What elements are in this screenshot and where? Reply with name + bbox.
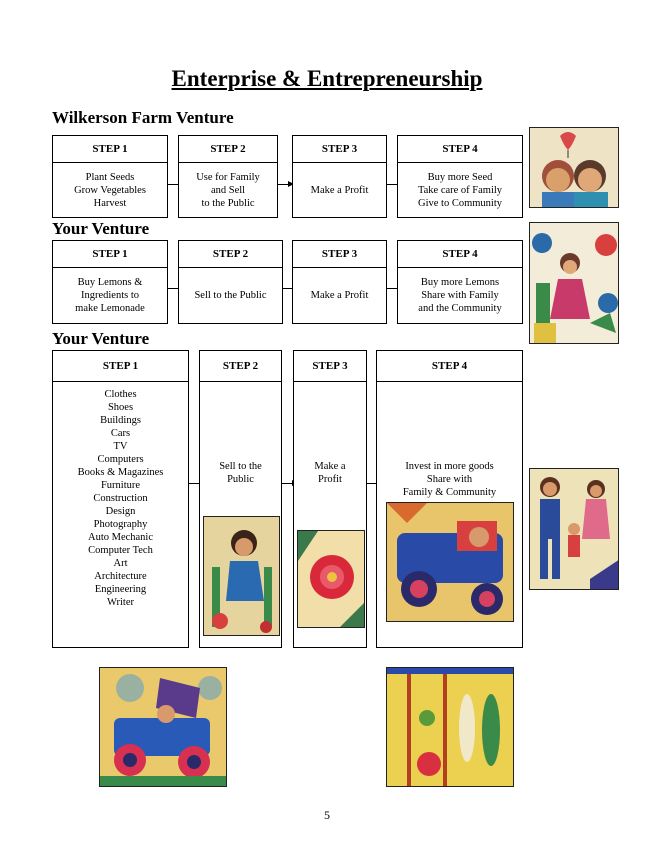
section-heading-your-venture-1: Your Venture <box>52 219 150 238</box>
step-text: Buy Lemons & Ingredients to make Lemonade <box>75 277 145 314</box>
art-two-children-drawing <box>530 128 619 208</box>
step-label: STEP 1 <box>53 241 167 268</box>
art-vegetables-image <box>386 667 514 787</box>
art-vegetables-drawing <box>387 668 514 787</box>
arrow-icon <box>168 184 178 185</box>
step-text: Clothes Shoes Buildings Cars TV Computers Books & Magazines Furniture Construction Design Photography Auto Mechanic Computer Tech Art Architecture Engineering Writer <box>77 389 164 608</box>
s1-step4-box <box>397 135 523 218</box>
art-woman-flowers-drawing <box>530 223 619 344</box>
step-text: Sell to the Public <box>194 290 267 301</box>
step-text: Make a Profit <box>310 184 369 196</box>
section-heading-your-venture-2: Your Venture <box>52 329 150 348</box>
s1-step3-box <box>292 135 387 218</box>
arrow-icon <box>168 288 178 289</box>
step-label: STEP 2 <box>179 241 282 268</box>
step-label: STEP 2 <box>179 136 277 163</box>
arrow-icon <box>189 483 199 484</box>
page-number: 5 <box>324 808 330 822</box>
page-title: Enterprise & Entrepreneurship <box>171 66 483 91</box>
s2-step1-box <box>52 240 168 324</box>
step-text: Buy more Lemons Share with Family and the Community <box>418 277 502 314</box>
art-family-image <box>529 468 619 590</box>
step-label: STEP 4 <box>398 136 522 163</box>
section-heading-wilkerson: Wilkerson Farm Venture <box>52 108 234 127</box>
step-text: Buy more Seed Take care of Family Give to Community <box>417 171 503 209</box>
step-label: STEP 3 <box>294 351 366 382</box>
art-woman-chair-image <box>203 516 280 636</box>
s1-step1-box <box>52 135 168 218</box>
art-family-drawing <box>530 469 619 590</box>
step-text: Make a Profit <box>314 461 346 485</box>
step-label: STEP 2 <box>200 351 281 382</box>
step-label: STEP 4 <box>377 351 522 382</box>
arrow-icon <box>387 184 397 185</box>
step-text: Make a Profit <box>310 290 369 301</box>
step-text: Invest in more goods Share with Family & Community <box>402 461 497 498</box>
s2-step4-box <box>397 240 523 324</box>
step-text: Use for Family and Sell to the Public <box>196 171 260 209</box>
step-text: Plant Seeds Grow Vegetables Harvest <box>74 171 146 209</box>
step-label: STEP 3 <box>293 136 386 163</box>
step-label: STEP 4 <box>398 241 522 268</box>
s2-step2-box <box>178 240 283 324</box>
art-woman-flowers-image <box>529 222 619 344</box>
art-blue-car-drawing <box>100 668 227 787</box>
s2-step3-box <box>292 240 387 324</box>
step-label: STEP 3 <box>293 241 386 268</box>
arrow-icon <box>282 483 292 484</box>
s1-step2-box <box>178 135 278 218</box>
step-label: STEP 1 <box>53 351 188 382</box>
art-red-flower-drawing <box>298 531 365 628</box>
step-text: Sell to the Public <box>219 461 262 485</box>
art-red-flower-image <box>297 530 365 628</box>
art-two-children-image <box>529 127 619 208</box>
s3-step1-box <box>52 350 189 648</box>
art-woman-chair-drawing <box>204 517 280 636</box>
step-label: STEP 1 <box>53 136 167 163</box>
arrow-icon <box>278 184 288 185</box>
art-car-drawing <box>387 503 514 622</box>
arrow-icon <box>387 288 397 289</box>
art-car-image <box>386 502 514 622</box>
art-blue-car-image <box>99 667 227 787</box>
